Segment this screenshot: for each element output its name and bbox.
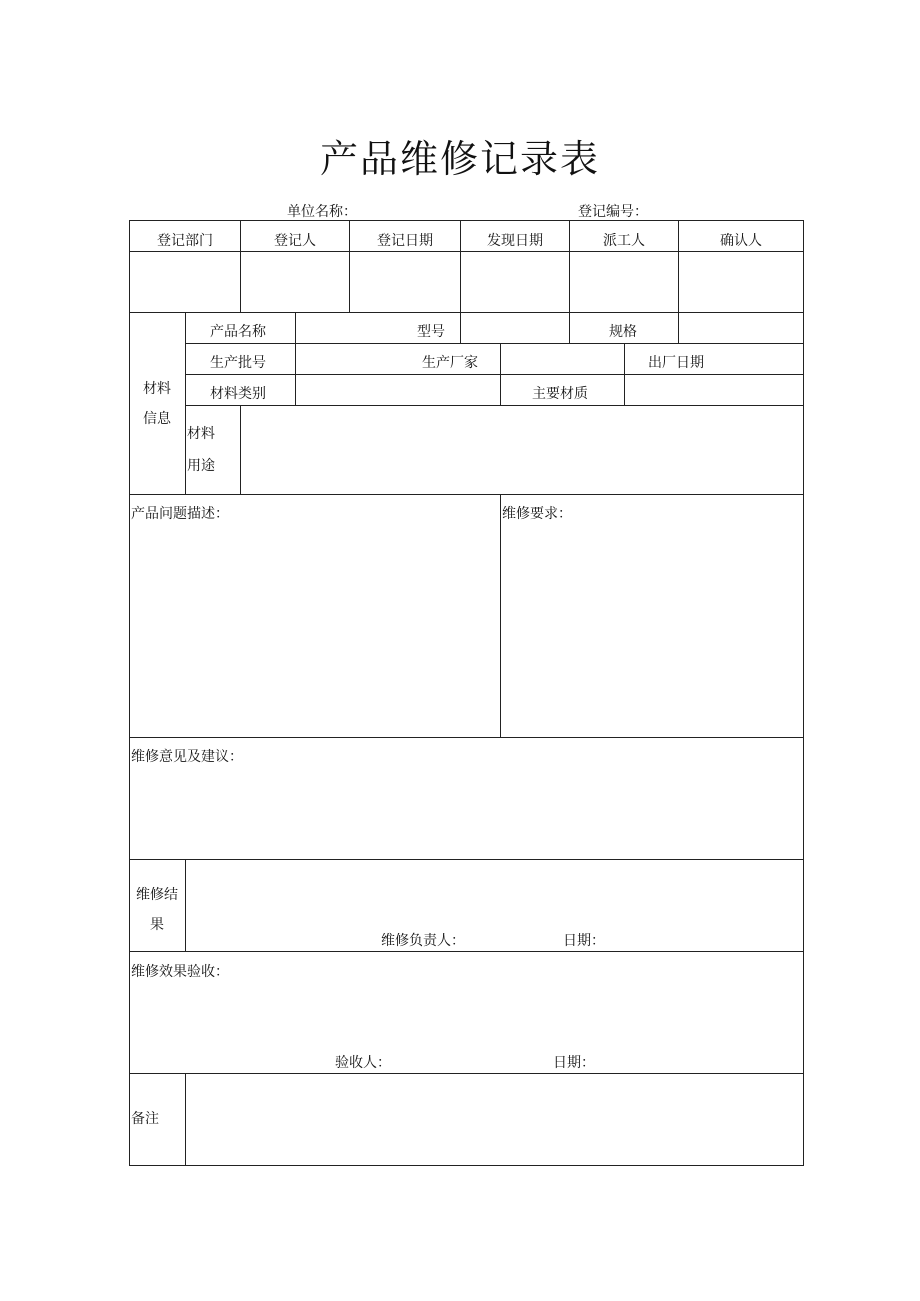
acceptance-date-label: 日期： <box>553 1055 595 1071</box>
material-info-label-2: 信息 <box>143 411 171 427</box>
material-info-label-1: 材料 <box>143 381 171 397</box>
repair-opinion-label: 维修意见及建议： <box>131 749 243 765</box>
product-name-label: 产品名称 <box>210 324 266 340</box>
batch-number-label: 生产批号 <box>210 355 266 371</box>
remarks-label: 备注 <box>131 1111 159 1127</box>
col-confirmer: 确认人 <box>720 233 762 249</box>
factory-date-label: 出厂日期 <box>648 355 704 371</box>
acceptance-label: 维修效果验收： <box>131 964 229 980</box>
repair-date-label: 日期： <box>563 933 605 949</box>
material-usage-label-2: 用途 <box>187 458 215 474</box>
repair-responsible-label: 维修负责人： <box>381 933 465 949</box>
spec-label: 规格 <box>609 324 637 340</box>
unit-name-label: 单位名称： <box>287 204 357 220</box>
col-department: 登记部门 <box>157 233 213 249</box>
repair-requirements-label: 维修要求： <box>502 506 572 522</box>
col-registrar: 登记人 <box>274 233 316 249</box>
registration-number-label: 登记编号： <box>578 204 648 220</box>
main-material-label: 主要材质 <box>532 386 588 402</box>
repair-result-label-1: 维修结 <box>136 887 178 903</box>
col-discovery-date: 发现日期 <box>487 233 543 249</box>
col-dispatcher: 派工人 <box>603 233 645 249</box>
model-label: 型号 <box>417 324 445 340</box>
material-type-label: 材料类别 <box>210 386 266 402</box>
col-registration-date: 登记日期 <box>377 233 433 249</box>
manufacturer-label: 生产厂家 <box>422 355 478 371</box>
material-usage-label-1: 材料 <box>187 426 215 442</box>
problem-description-label: 产品问题描述： <box>131 506 229 522</box>
acceptor-label: 验收人： <box>335 1055 391 1071</box>
repair-result-label-2: 果 <box>150 917 164 933</box>
page-title: 产品维修记录表 <box>319 137 600 181</box>
